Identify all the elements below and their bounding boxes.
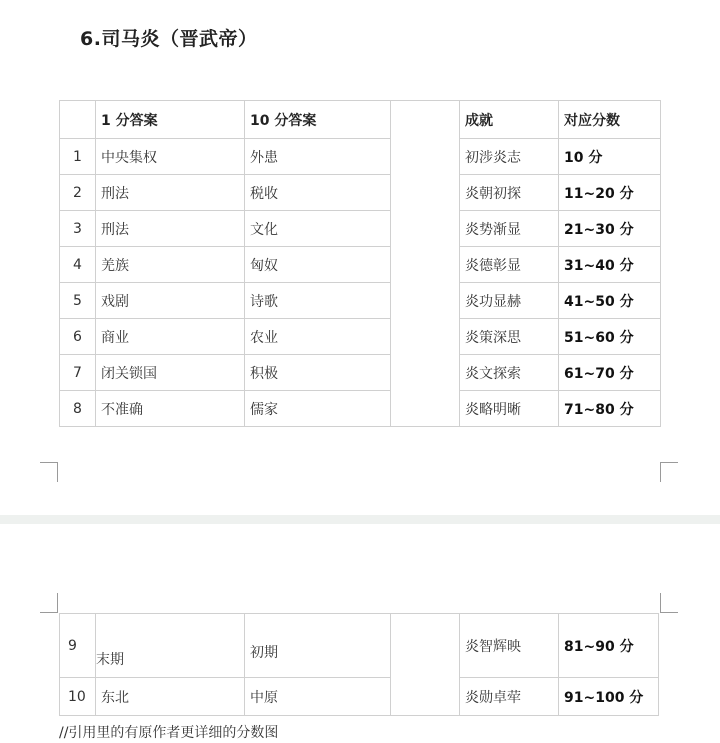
answer-10-cell: 初期 xyxy=(245,614,391,678)
header-answer-1: 1 分答案 xyxy=(96,101,245,139)
answer-10-cell: 匈奴 xyxy=(245,247,391,283)
score-cell: 41~50 分 xyxy=(559,283,661,319)
header-achievement: 成就 xyxy=(460,101,559,139)
answer-1-cell: 闭关锁国 xyxy=(96,355,245,391)
answer-1-cell: 商业 xyxy=(96,319,245,355)
table-header-row xyxy=(60,101,661,139)
row-number: 5 xyxy=(60,283,96,319)
row-number: 7 xyxy=(60,355,96,391)
achievement-cell: 炎文探索 xyxy=(460,355,559,391)
table-row xyxy=(60,247,661,283)
score-cell: 10 分 xyxy=(559,139,661,175)
answer-1-cell: 东北 xyxy=(96,678,245,716)
table-row xyxy=(60,678,659,716)
answer-10-cell: 儒家 xyxy=(245,391,391,427)
score-cell: 31~40 分 xyxy=(559,247,661,283)
answer-1-cell: 中央集权 xyxy=(96,139,245,175)
answer-1-cell: 羌族 xyxy=(96,247,245,283)
table-row xyxy=(60,614,659,678)
table-row xyxy=(60,175,661,211)
header-answer-10: 10 分答案 xyxy=(245,101,391,139)
score-cell: 91~100 分 xyxy=(559,678,659,716)
table-row xyxy=(60,391,661,427)
table-row xyxy=(60,319,661,355)
answer-1-cell: 末期 xyxy=(96,614,245,678)
spacer-cell xyxy=(391,283,460,319)
crop-mark-right-bottom xyxy=(660,593,661,613)
crop-mark-right-bottom xyxy=(660,612,678,613)
spacer-cell xyxy=(391,319,460,355)
achievement-cell: 炎策深思 xyxy=(460,319,559,355)
spacer-cell xyxy=(391,355,460,391)
crop-mark-left-bottom xyxy=(57,593,58,613)
table-row xyxy=(60,139,661,175)
achievement-cell: 炎朝初探 xyxy=(460,175,559,211)
spacer-cell xyxy=(391,247,460,283)
achievement-cell: 炎功显赫 xyxy=(460,283,559,319)
header-score: 对应分数 xyxy=(559,101,661,139)
answer-1-cell: 不准确 xyxy=(96,391,245,427)
row-number: 6 xyxy=(60,319,96,355)
row-number: 3 xyxy=(60,211,96,247)
row-number: 4 xyxy=(60,247,96,283)
crop-mark-right-top xyxy=(660,462,678,463)
crop-mark-left-top xyxy=(40,462,58,463)
answer-1-cell: 刑法 xyxy=(96,175,245,211)
row-number: 1 xyxy=(60,139,96,175)
answer-10-cell: 税收 xyxy=(245,175,391,211)
row-number: 10 xyxy=(60,678,96,716)
crop-mark-left-bottom xyxy=(40,612,58,613)
answer-10-cell: 外患 xyxy=(245,139,391,175)
score-cell: 11~20 分 xyxy=(559,175,661,211)
table-row xyxy=(60,355,661,391)
answer-10-cell: 积极 xyxy=(245,355,391,391)
answer-table xyxy=(59,100,661,427)
answer-10-cell: 农业 xyxy=(245,319,391,355)
spacer-cell xyxy=(391,391,460,427)
spacer-cell xyxy=(391,614,460,678)
answer-10-cell: 中原 xyxy=(245,678,391,716)
row-number: 9 xyxy=(60,614,96,678)
page-title: 6.司马炎（晋武帝） xyxy=(80,28,258,50)
score-cell: 81~90 分 xyxy=(559,614,659,678)
score-cell: 21~30 分 xyxy=(559,211,661,247)
achievement-cell: 炎勋卓荦 xyxy=(460,678,559,716)
row-number: 2 xyxy=(60,175,96,211)
page-break-gap xyxy=(0,515,720,524)
score-cell: 61~70 分 xyxy=(559,355,661,391)
achievement-cell: 炎势渐显 xyxy=(460,211,559,247)
crop-mark-left-top xyxy=(57,462,58,482)
footnote: //引用里的有原作者更详细的分数图 xyxy=(59,725,279,741)
answer-10-cell: 文化 xyxy=(245,211,391,247)
table-row xyxy=(60,211,661,247)
answer-10-cell: 诗歌 xyxy=(245,283,391,319)
spacer-cell xyxy=(391,101,460,139)
table-row xyxy=(60,283,661,319)
crop-mark-right-top xyxy=(660,462,661,482)
achievement-cell: 初涉炎志 xyxy=(460,139,559,175)
spacer-cell xyxy=(391,175,460,211)
answer-table-continued xyxy=(59,613,659,716)
answer-1-cell: 戏剧 xyxy=(96,283,245,319)
score-cell: 71~80 分 xyxy=(559,391,661,427)
achievement-cell: 炎略明晰 xyxy=(460,391,559,427)
row-number: 8 xyxy=(60,391,96,427)
spacer-cell xyxy=(391,211,460,247)
spacer-cell xyxy=(391,678,460,716)
answer-1-cell: 刑法 xyxy=(96,211,245,247)
achievement-cell: 炎德彰显 xyxy=(460,247,559,283)
header-number-cell xyxy=(60,101,96,139)
score-cell: 51~60 分 xyxy=(559,319,661,355)
spacer-cell xyxy=(391,139,460,175)
achievement-cell: 炎智辉映 xyxy=(460,614,559,678)
